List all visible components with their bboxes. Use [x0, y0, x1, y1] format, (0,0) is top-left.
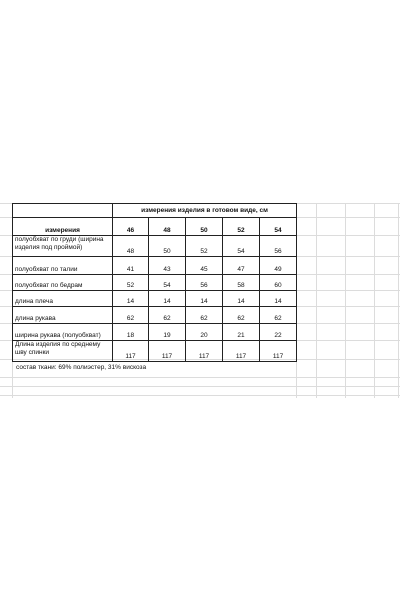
row-header-label: измерения [13, 218, 113, 236]
measurements-table [12, 203, 297, 362]
cell-value: 52 [186, 236, 223, 257]
cell-value: 41 [113, 257, 149, 275]
cell-value: 117 [186, 341, 223, 362]
table-row [13, 257, 297, 275]
row-label: ширина рукава (полуобхват) [13, 324, 113, 341]
cell-value: 60 [260, 275, 297, 291]
row-label: Длина изделия по среднему шву спинки [13, 341, 113, 362]
cell-value: 117 [223, 341, 260, 362]
fabric-composition-note: состав ткани: 69% полиэстер, 31% вискоза [16, 364, 147, 371]
size-46: 46 [113, 218, 149, 236]
row-label: полуобхват по груди (ширина изделия под проймой) [13, 236, 113, 257]
table-row [13, 236, 297, 257]
row-label: полуобхват по талии [13, 257, 113, 275]
table-row [13, 291, 297, 307]
cell-value: 62 [260, 307, 297, 324]
table-row [13, 275, 297, 291]
header-blank-cell [13, 204, 113, 218]
cell-value: 19 [149, 324, 186, 341]
cell-value: 43 [149, 257, 186, 275]
cell-value: 117 [149, 341, 186, 362]
size-48: 48 [149, 218, 186, 236]
cell-value: 54 [149, 275, 186, 291]
cell-value: 62 [186, 307, 223, 324]
cell-value: 50 [149, 236, 186, 257]
table-row [13, 341, 297, 362]
cell-value: 117 [260, 341, 297, 362]
cell-value: 54 [223, 236, 260, 257]
cell-value: 48 [113, 236, 149, 257]
size-54: 54 [260, 218, 297, 236]
size-50: 50 [186, 218, 223, 236]
cell-value: 14 [223, 291, 260, 307]
row-label: длина плеча [13, 291, 113, 307]
cell-value: 56 [186, 275, 223, 291]
table-row [13, 324, 297, 341]
cell-value: 49 [260, 257, 297, 275]
size-52: 52 [223, 218, 260, 236]
cell-value: 52 [113, 275, 149, 291]
cell-value: 56 [260, 236, 297, 257]
table-row [13, 307, 297, 324]
cell-value: 14 [149, 291, 186, 307]
cell-value: 45 [186, 257, 223, 275]
cell-value: 58 [223, 275, 260, 291]
cell-value: 47 [223, 257, 260, 275]
cell-value: 18 [113, 324, 149, 341]
cell-value: 20 [186, 324, 223, 341]
cell-value: 14 [260, 291, 297, 307]
cell-value: 21 [223, 324, 260, 341]
cell-value: 22 [260, 324, 297, 341]
row-label: полуобхват по бедрам [13, 275, 113, 291]
row-label: длина рукава [13, 307, 113, 324]
cell-value: 14 [186, 291, 223, 307]
cell-value: 62 [113, 307, 149, 324]
table-title: измерения изделия в готовом виде, см [113, 204, 297, 218]
cell-value: 62 [149, 307, 186, 324]
cell-value: 14 [113, 291, 149, 307]
cell-value: 117 [113, 341, 149, 362]
cell-value: 62 [223, 307, 260, 324]
